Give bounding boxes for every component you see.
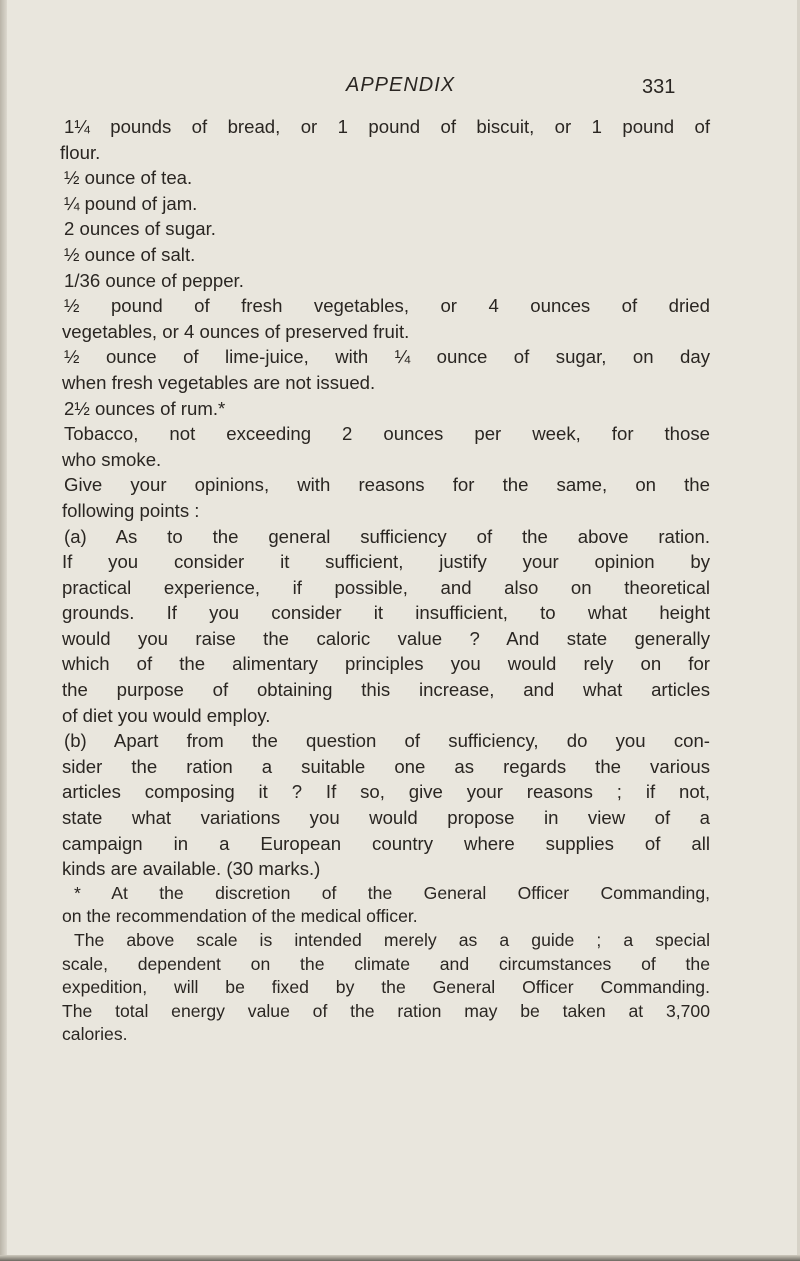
text-line: which of the alimentary principles you would rely on for — [62, 653, 710, 675]
text-line: ¼ pound of jam. — [64, 192, 198, 214]
text-line: 2½ ounces of rum.* — [64, 397, 226, 419]
text-line: The above scale is intended merely as a guide ; a special — [74, 930, 710, 950]
text-line: sider the ration a suitable one as regards the various — [62, 755, 710, 777]
text-line: state what variations you would propose in view of a — [62, 807, 710, 829]
text-line: kinds are available. (30 marks.) — [62, 858, 321, 880]
text-line: when fresh vegetables are not issued. — [62, 371, 376, 393]
text-line: (a) As to the general sufficiency of the above ration. — [64, 525, 710, 547]
ration-item-pepper — [62, 268, 710, 294]
question-b — [62, 728, 710, 882]
text-line: The total energy value of the ration may be taken at 3,700 — [62, 1000, 710, 1021]
text-line: campaign in a European country where supplies of all — [62, 832, 710, 854]
text-line: vegetables, or 4 ounces of preserved fruit. — [62, 320, 410, 342]
ration-item-vegetables — [62, 293, 710, 344]
text-line: ½ ounce of lime-juice, with ¼ ounce of sugar, on day — [64, 346, 710, 368]
ration-item-tobacco — [62, 421, 710, 472]
ration-item-salt — [62, 242, 710, 268]
text-line: 2 ounces of sugar. — [64, 218, 216, 240]
question-a — [62, 524, 710, 729]
text-line: calories. — [62, 1024, 128, 1045]
page-header — [0, 74, 800, 104]
text-line: practical experience, if possible, and also on theoretical — [62, 576, 710, 598]
text-line: Give your opinions, with reasons for the same, on the — [64, 474, 710, 496]
question-intro — [62, 472, 710, 523]
ration-item-bread — [62, 114, 710, 165]
text-line: Tobacco, not exceeding 2 ounces per week, for those — [64, 423, 710, 445]
text-line: of diet you would employ. — [62, 704, 271, 726]
text-line: If you consider it sufficient, justify your opinion by — [62, 551, 710, 573]
ration-item-sugar — [62, 216, 710, 242]
text-line: flour. — [60, 141, 101, 163]
text-line: would you raise the caloric value ? And state generally — [62, 627, 710, 649]
text-line: 1¼ pounds of bread, or 1 pound of biscuit, or 1 pound of — [64, 116, 710, 137]
text-line: grounds. If you consider it insufficient, to what height — [62, 602, 710, 624]
ration-item-jam — [62, 191, 710, 217]
text-line: on the recommendation of the medical officer. — [62, 906, 418, 927]
page-body — [62, 114, 710, 1047]
ration-item-tea — [62, 165, 710, 191]
page-edge-bottom — [0, 1255, 800, 1261]
text-line: 1/36 ounce of pepper. — [64, 269, 244, 291]
ration-item-lime-juice — [62, 344, 710, 395]
text-line: articles composing it ? If so, give your reasons ; if not, — [62, 781, 710, 803]
page-number: 331 — [642, 76, 676, 98]
running-head: APPENDIX — [346, 74, 456, 96]
text-line: (b) Apart from the question of sufficiency, do you con- — [64, 730, 710, 752]
scale-note — [62, 929, 710, 1047]
text-line: ½ ounce of tea. — [64, 167, 193, 189]
text-line: who smoke. — [62, 448, 162, 470]
text-line: the purpose of obtaining this increase, and what articles — [62, 679, 710, 701]
text-line: expedition, will be fixed by the General Officer Commanding. — [62, 977, 710, 998]
text-line: scale, dependent on the climate and circumstances of the — [62, 953, 710, 974]
page-edge-left — [0, 0, 7, 1261]
text-line: * At the discretion of the General Officer Commanding, — [74, 882, 710, 903]
text-line: ½ ounce of salt. — [64, 243, 196, 265]
footnote — [62, 882, 710, 929]
ration-item-rum — [62, 396, 710, 422]
text-line: ½ pound of fresh vegetables, or 4 ounces of dried — [64, 295, 710, 317]
text-line: following points : — [62, 499, 200, 521]
